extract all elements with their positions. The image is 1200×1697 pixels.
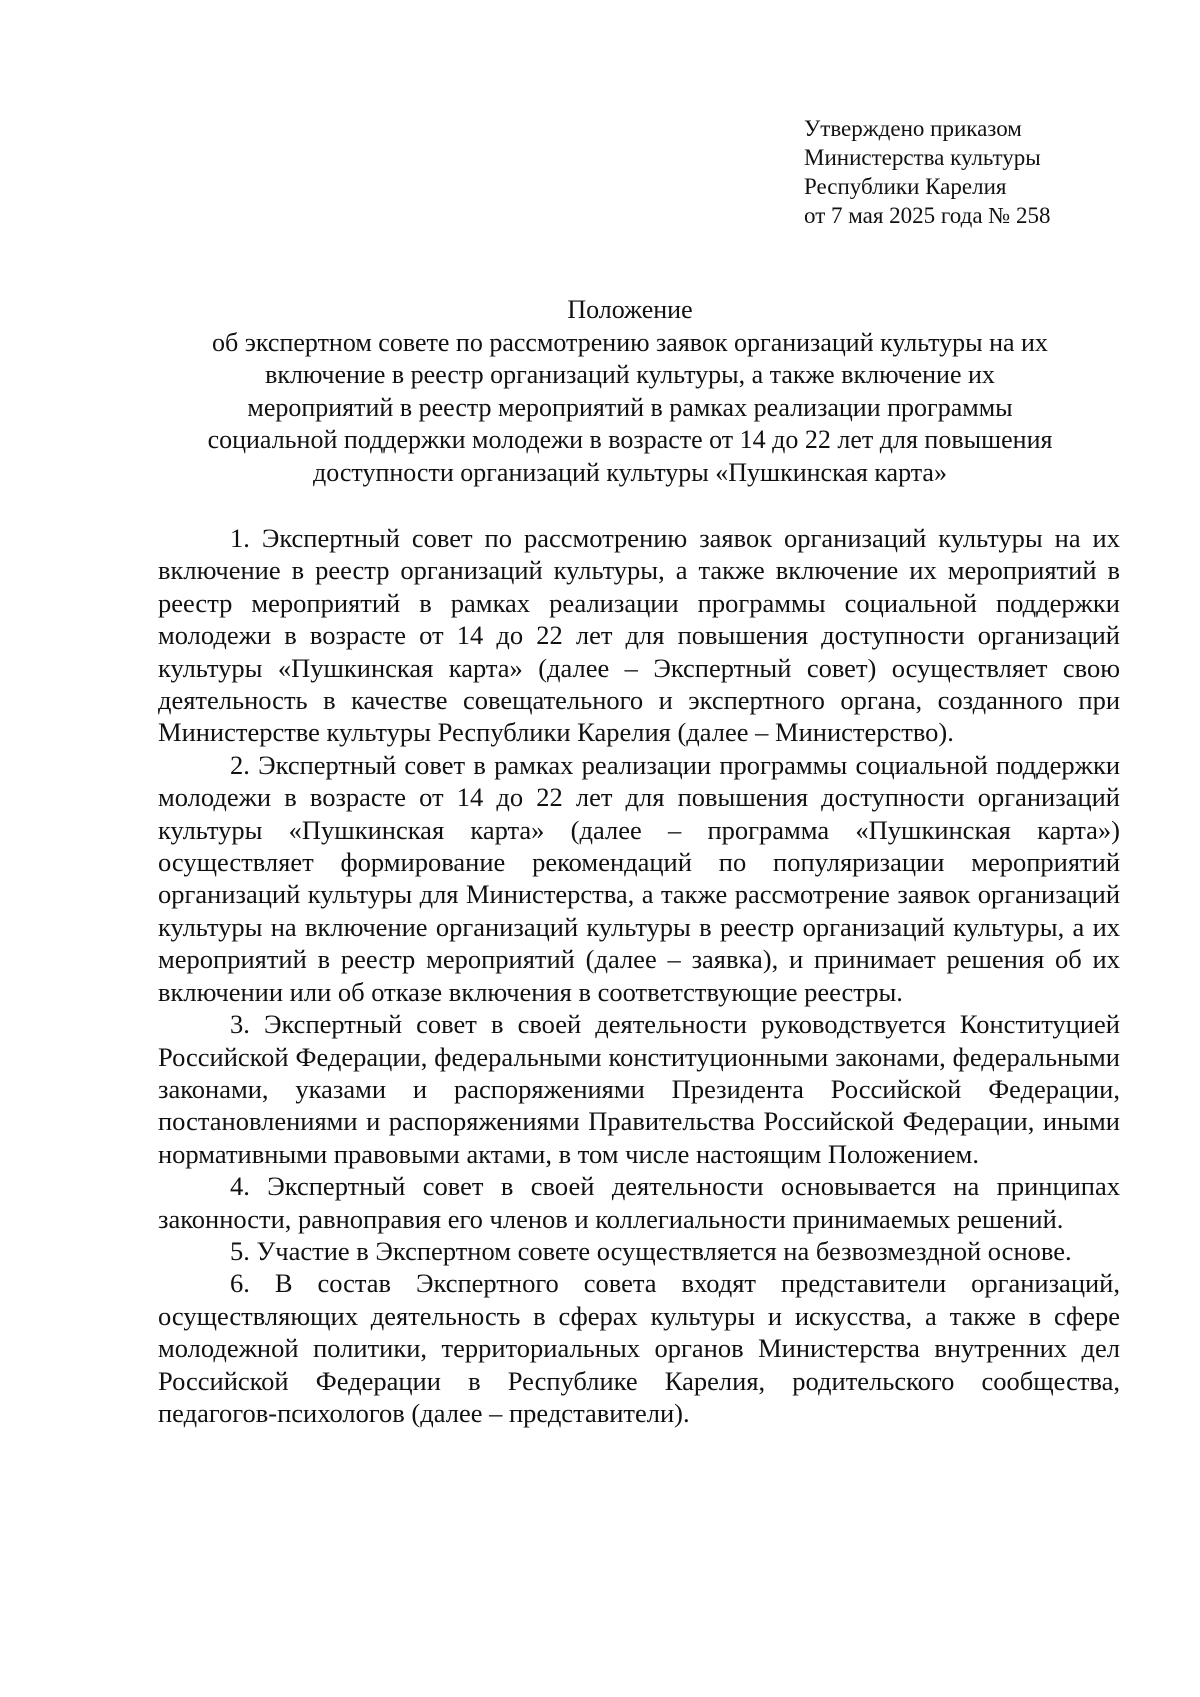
document-heading: Положение bbox=[567, 295, 693, 324]
paragraph-6: 6. В состав Экспертного совета входят представители организаций, осуществляющих деятельность в сферах культуры и искусства, а также в сфере молодежной политики, территориальных органов Министерства внутренних дел Российской Федерации в Республике Карелия, родительского сообщества, педагогов-психологов (далее – представители). bbox=[158, 1268, 1120, 1428]
paragraph-1: 1. Экспертный совет по рассмотрению заявок организаций культуры на их включение в реестр организаций культуры, а также включение их мероприятий в реестр мероприятий в рамках реализации программы социальной поддержки молодежи в возрасте от 14 до 22 лет для повышения доступности организаций культуры «Пушкинская карта» (далее – Экспертный совет) осуществляет свою деятельность в качестве совещательного и экспертного органа, созданного при Министерстве культуры Республики Карелия (далее – Министерство). bbox=[158, 523, 1120, 748]
approval-line: Министерства культуры bbox=[804, 145, 1041, 170]
approval-line: Утверждено приказом bbox=[804, 116, 1022, 141]
document-title-block bbox=[140, 294, 1120, 489]
paragraph-2: 2. Экспертный совет в рамках реализации программы социальной поддержки молодежи в возрасте от 14 до 22 лет для повышения доступности организаций культуры «Пушкинская карта» (далее – программа «Пушкинская карта») осуществляет формирование рекомендаций по популяризации мероприятий организаций культуры для Министерства, а также рассмотрение заявок организаций культуры на включение организаций культуры в реестр организаций культуры, а их мероприятий в реестр мероприятий (далее – заявка), и принимает решения об их включении или об отказе включения в соответствующие реестры. bbox=[158, 749, 1120, 1007]
paragraph-4: 4. Экспертный совет в своей деятельности основывается на принципах законности, равноправия его членов и коллегиальности принимаемых решений. bbox=[158, 1171, 1120, 1234]
document-body bbox=[158, 522, 1120, 1429]
approval-stamp-block bbox=[804, 114, 1164, 230]
approval-line: от 7 мая 2025 года № 258 bbox=[804, 203, 1051, 228]
paragraph-3: 3. Экспертный совет в своей деятельности руководствуется Конституцией Российской Федерации, федеральными конституционными законами, федеральными законами, указами и распоряжениями Президента Российской Федерации, постановлениями и распоряжениями Правительства Российской Федерации, иными нормативными правовыми актами, в том числе настоящим Положением. bbox=[158, 1009, 1120, 1169]
paragraph-5: 5. Участие в Экспертном совете осуществляется на безвозмездной основе. bbox=[230, 1235, 1072, 1266]
approval-line: Республики Карелия bbox=[804, 174, 1007, 199]
document-subtitle-line: включение в реестр организаций культуры, а также включение их bbox=[265, 360, 995, 389]
document-subtitle-line: доступности организаций культуры «Пушкинская карта» bbox=[313, 457, 947, 487]
document-subtitle-line: об экспертном совете по рассмотрению заявок организаций культуры на их bbox=[212, 327, 1048, 357]
document-subtitle-line: мероприятий в реестр мероприятий в рамках реализации программы bbox=[247, 392, 1013, 422]
document-subtitle-line: социальной поддержки молодежи в возрасте от 14 до 22 лет для повышения bbox=[207, 425, 1053, 454]
